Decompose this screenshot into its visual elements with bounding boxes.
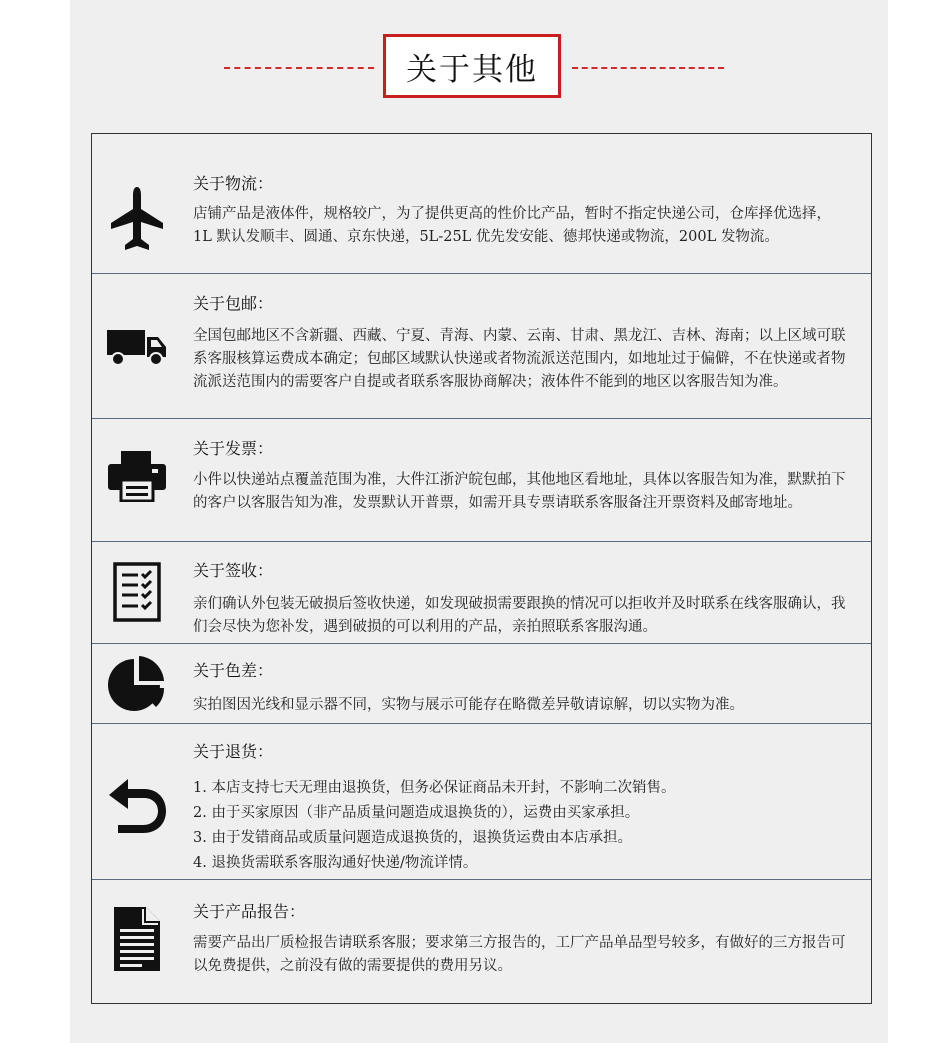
list-item: 1. 本店支持七天无理由退换货，但务必保证商品未开封，不影响二次销售。	[193, 780, 676, 796]
printer-icon	[102, 446, 172, 506]
list-item: 3. 由于发错商品或质量问题造成退换货的，退换货运费由本店承担。	[193, 830, 632, 846]
section-heading-receipt: 关于签收：	[193, 561, 274, 580]
list-item: 4. 退换货需联系客服沟通好快递/物流详情。	[193, 855, 478, 871]
checklist-icon	[102, 559, 172, 624]
row-divider	[92, 418, 871, 419]
return-arrow-icon	[102, 774, 172, 839]
row-divider	[92, 541, 871, 542]
page-title: 关于其他	[383, 34, 561, 98]
info-table	[91, 133, 872, 1004]
returns-list	[193, 776, 848, 876]
row-divider	[92, 643, 871, 644]
section-heading-logistics: 关于物流：	[193, 174, 274, 193]
airplane-icon	[102, 174, 172, 264]
section-body-color: 实拍图因光线和显示器不同，实物与展示可能存在略微差异敬请谅解，切以实物为准。	[193, 697, 744, 713]
row-divider	[92, 723, 871, 724]
section-body-shipping: 全国包邮地区不含新疆、西藏、宁夏、青海、内蒙、云南、甘肃、黑龙江、吉林、海南；以上区域可联系客服核算运费成本确定；包邮区域默认快递或者物流派送范围内，如地址过于偏僻，不在快递或者物流派送范围内的需要客户自提或者联系客服协商解决；液体件不能到的地区以客服告知为准。	[193, 328, 846, 390]
section-body-receipt: 亲们确认外包装无破损后签收快递，如发现破损需要跟换的情况可以拒收并及时联系在线客服确认，我们会尽快为您补发，遇到破损的可以利用的产品，亲拍照联系客服沟通。	[193, 596, 846, 635]
title-dash-left	[224, 67, 374, 69]
page-header	[0, 0, 952, 110]
section-heading-shipping: 关于包邮：	[193, 294, 274, 313]
document-icon	[102, 904, 172, 974]
section-heading-returns: 关于退货：	[193, 742, 274, 761]
row-divider	[92, 273, 871, 274]
pie-chart-icon	[102, 652, 172, 717]
row-divider	[92, 879, 871, 880]
section-heading-report: 关于产品报告：	[193, 902, 306, 921]
section-body-invoice: 小件以快递站点覆盖范围为准，大件江浙沪皖包邮，其他地区看地址，具体以客服告知为准，默默拍下的客户以客服告知为准，发票默认开普票，如需开具专票请联系客服备注开票资料及邮寄地址。	[193, 472, 846, 511]
section-heading-color: 关于色差：	[193, 661, 274, 680]
section-heading-invoice: 关于发票：	[193, 439, 274, 458]
list-item: 2. 由于买家原因（非产品质量问题造成退换货的），运费由买家承担。	[193, 805, 640, 821]
section-body-report: 需要产品出厂质检报告请联系客服；要求第三方报告的，工厂产品单品型号较多，有做好的三方报告可以免费提供，之前没有做的需要提供的费用另议。	[193, 935, 846, 974]
title-dash-right	[572, 67, 724, 69]
section-body-logistics: 店铺产品是液体件，规格较广，为了提供更高的性价比产品，暂时不指定快递公司，仓库择优选择，1L 默认发顺丰、圆通、京东快递，5L-25L 优先发安能、德邦快递或物流，200L 发物流。	[193, 206, 831, 245]
truck-icon	[102, 319, 172, 374]
